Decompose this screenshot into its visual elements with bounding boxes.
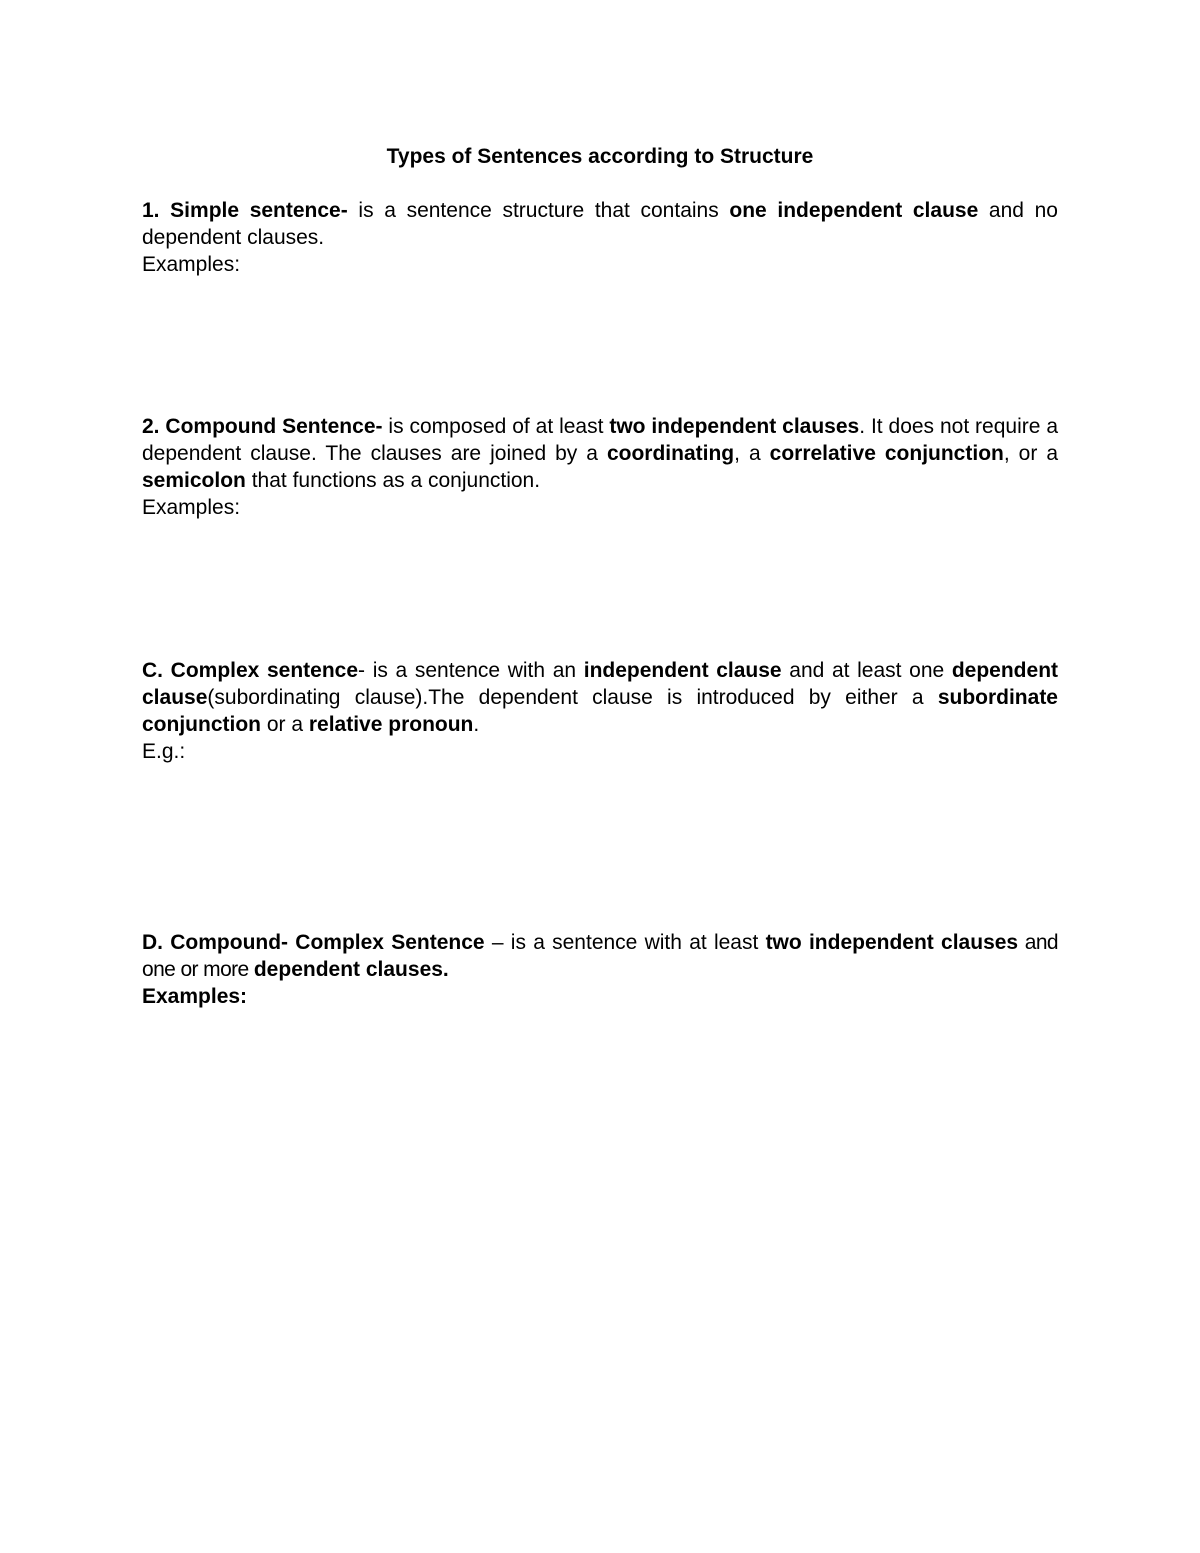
section-complex-sentence <box>142 657 1058 765</box>
key-phrase: dependent clause <box>142 659 1059 709</box>
key-phrase: semicolon <box>142 469 246 492</box>
text: . <box>473 713 480 736</box>
examples-label-wrapper <box>142 983 1058 1010</box>
text: . It does not require a dependent clause. The clauses are joined by a <box>142 415 1059 465</box>
text: is a sentence structure that contains <box>347 199 730 222</box>
definition-paragraph <box>142 929 1058 983</box>
text: , or a <box>1003 442 1059 465</box>
key-phrase: relative pronoun <box>308 713 474 736</box>
examples-label: E.g.: <box>142 740 186 763</box>
key-phrase: dependent clauses. <box>253 958 449 981</box>
definition-paragraph <box>142 657 1058 738</box>
definition-paragraph <box>142 413 1058 494</box>
text: and one or more <box>142 931 1058 981</box>
text: – is a sentence with at least <box>484 931 766 954</box>
section-compound-sentence <box>142 413 1058 521</box>
text: and no dependent clauses. <box>142 199 1058 249</box>
key-phrase: two independent clauses <box>765 931 1019 954</box>
key-phrase: independent clause <box>583 659 782 682</box>
section-compound-complex-sentence <box>142 929 1058 1010</box>
key-phrase: correlative conjunction <box>769 442 1004 465</box>
key-phrase: coordinating <box>606 442 735 465</box>
examples-label: Examples: <box>142 985 248 1008</box>
text: , a <box>734 442 770 465</box>
text: and at least one <box>781 659 952 682</box>
term: 2. Compound Sentence- <box>142 415 383 438</box>
text: or a <box>261 713 309 736</box>
definition-paragraph <box>142 197 1058 251</box>
page-title: Types of Sentences according to Structure <box>386 145 814 168</box>
term: C. Complex sentence <box>142 659 359 682</box>
text: (subordinating clause).The dependent clause is introduced by either a <box>207 686 938 709</box>
section-simple-sentence <box>142 197 1058 278</box>
key-phrase: one independent clause <box>729 199 979 222</box>
examples-label: Examples: <box>142 496 241 519</box>
key-phrase: two independent clauses <box>609 415 860 438</box>
examples-label: Examples: <box>142 253 241 276</box>
term: 1. Simple sentence- <box>142 199 348 222</box>
key-phrase: subordinate conjunction <box>142 686 1058 736</box>
term: D. Compound- Complex Sentence <box>142 931 485 954</box>
text: is composed of at least <box>382 415 610 438</box>
text: - is a sentence with an <box>358 659 584 682</box>
text: that functions as a conjunction. <box>245 469 541 492</box>
